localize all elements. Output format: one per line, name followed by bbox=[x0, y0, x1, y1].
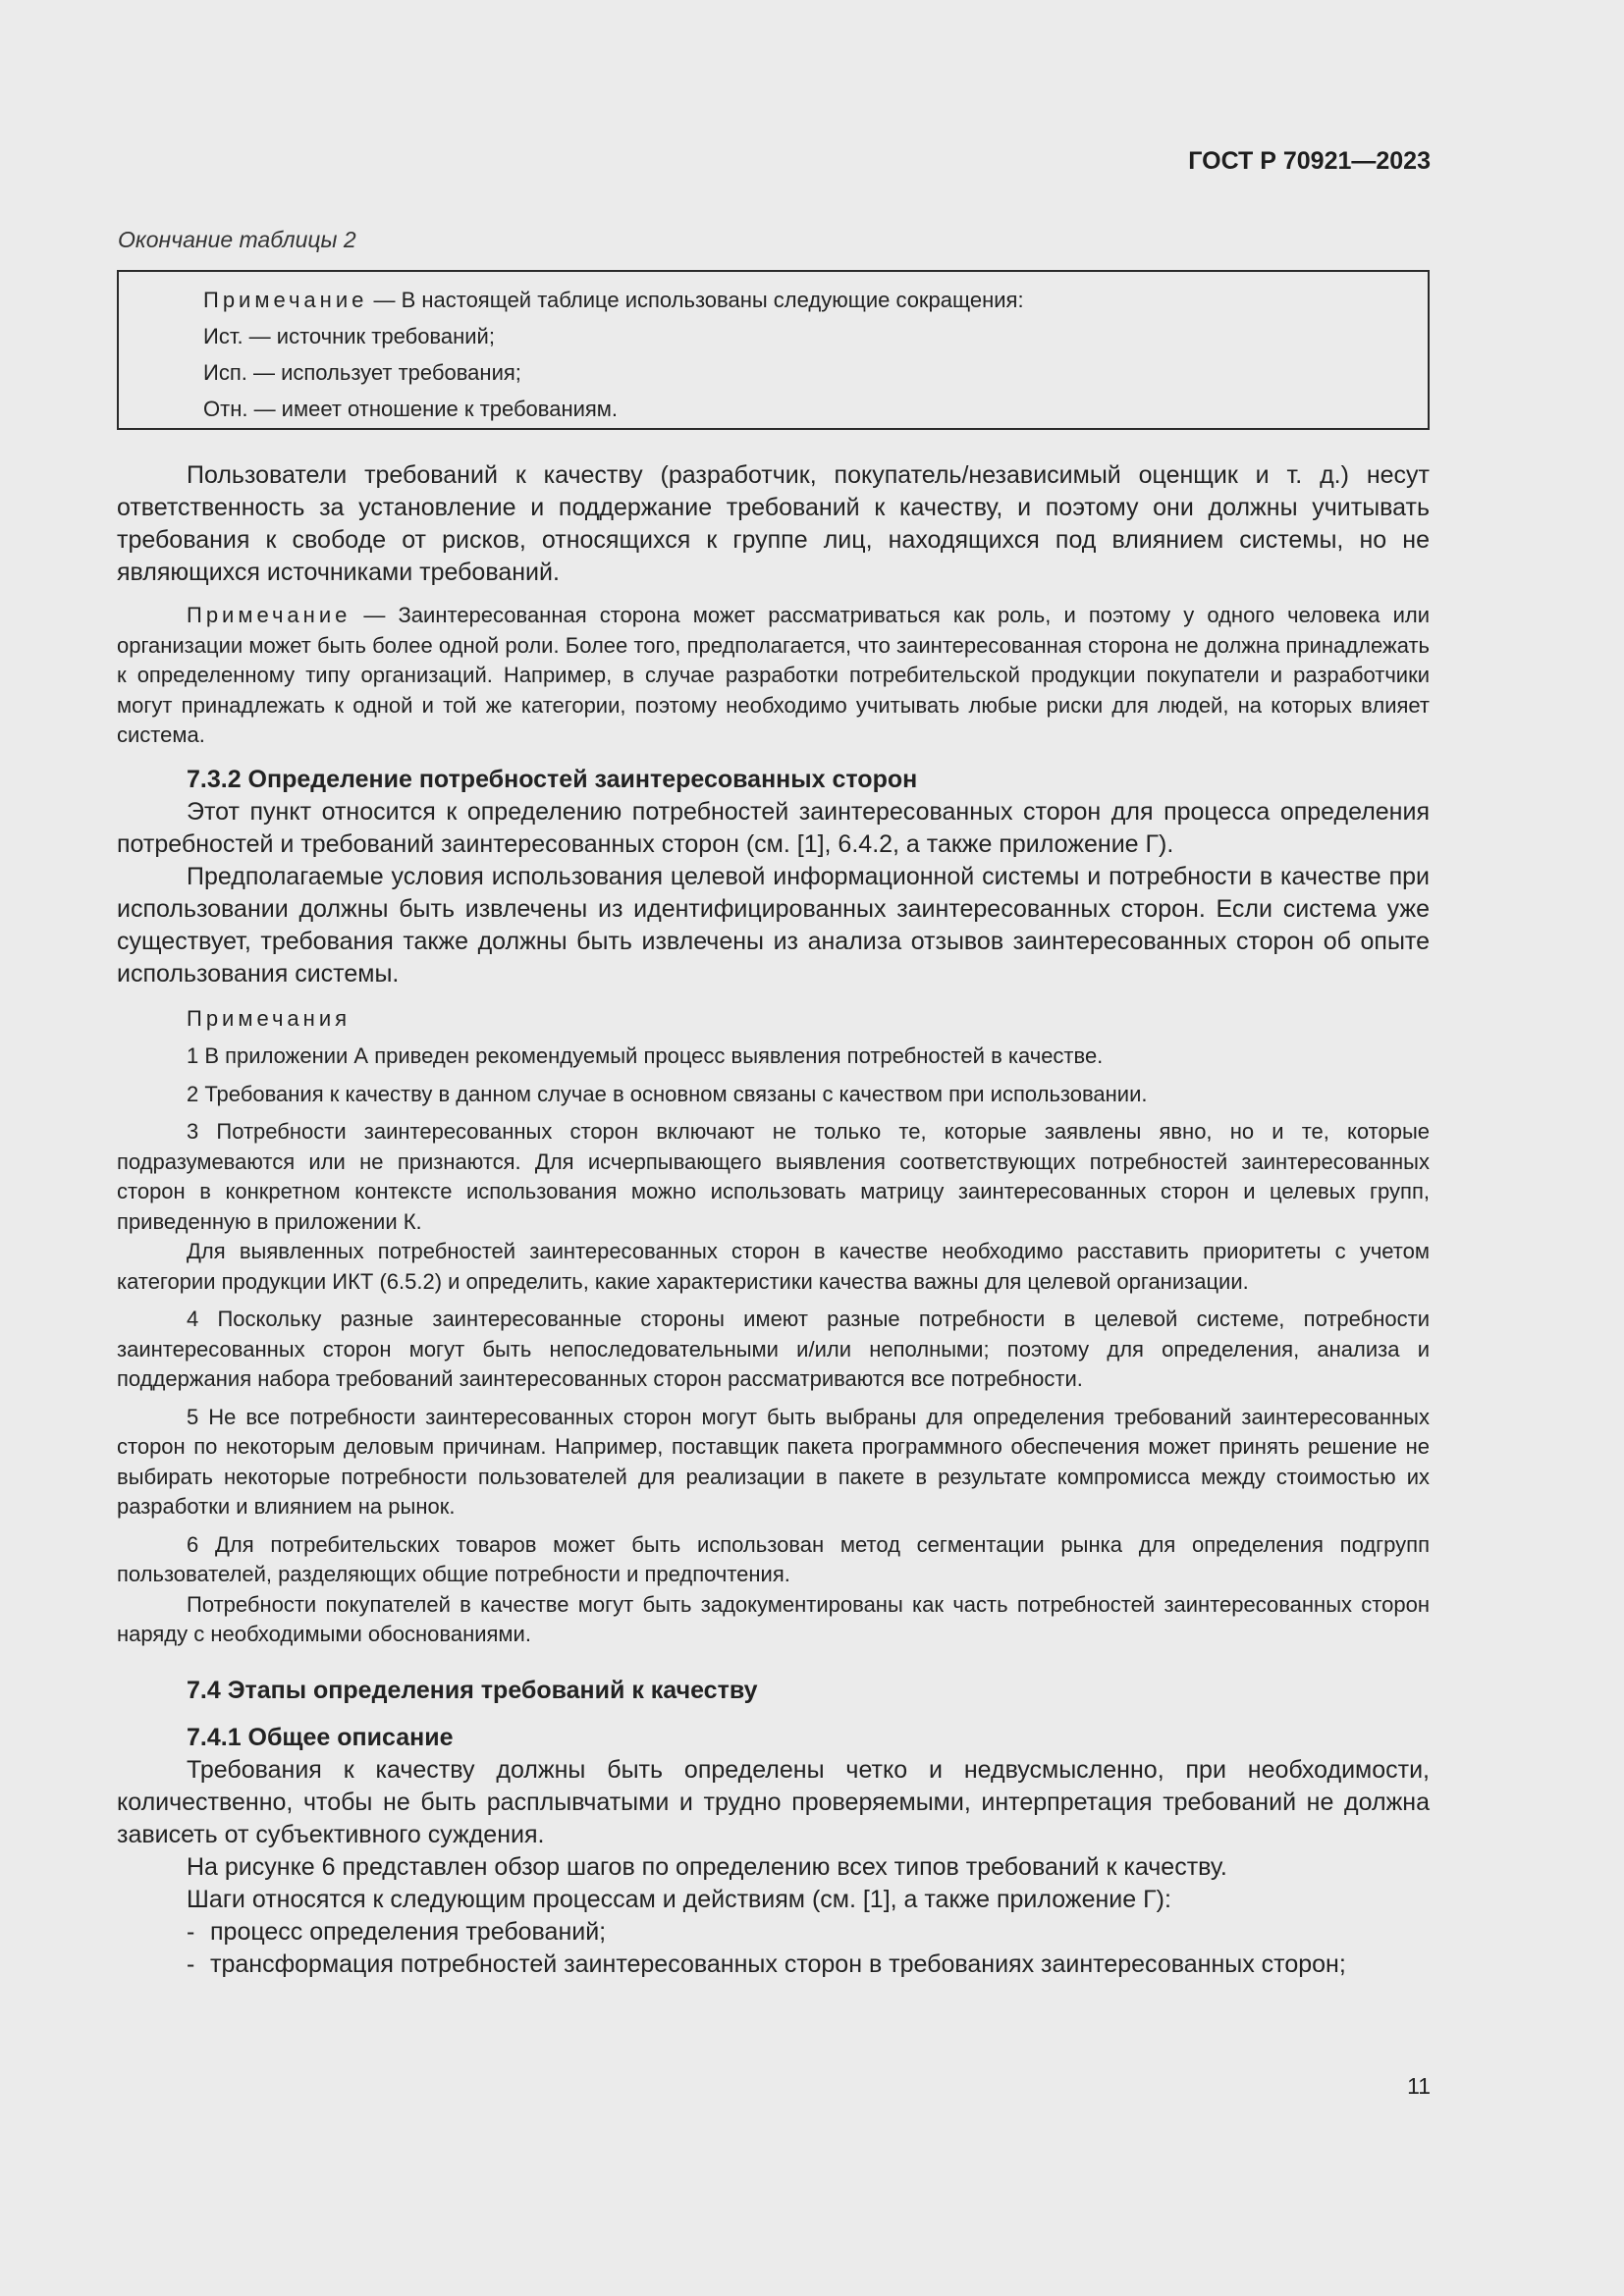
list-item-text: трансформация потребностей заинтересованных сторон в требованиях заинтересованных сторон; bbox=[210, 1949, 1346, 1978]
section-heading-7-3-2: 7.3.2 Определение потребностей заинтересованных сторон bbox=[187, 765, 918, 793]
list-dash: - bbox=[187, 1949, 195, 1978]
note-text: — Заинтересованная сторона может рассматриваться как роль, и поэтому у одного человека или организации может быть более одной роли. Более того, предполагается, что заинтересованная сторона не должна принадлежать к определенному типу организаций. Например, в случае разработки потребительской продукции покупатели и разработчики могут принадлежать к одной и той же категории, поэтому необходимо учитывать любые риски для людей, на которых влияет система. bbox=[117, 603, 1430, 747]
list-item bbox=[117, 1916, 1430, 1949]
note-item: 5 Не все потребности заинтересованных сторон могут быть выбраны для определения требований заинтересованных сторон по некоторым деловым причинам. Например, поставщик пакета программного обеспечения может принять решение не выбирать некоторые потребности пользователей для реализации в пакете в результате компромисса между стоимостью их разработки и влиянием на рынок. bbox=[117, 1404, 1430, 1519]
section-heading-7-4-1: 7.4.1 Общее описание bbox=[187, 1723, 454, 1751]
note-label: Примечание bbox=[187, 603, 352, 627]
table-note-box bbox=[117, 270, 1430, 430]
table-continuation-label: Окончание таблицы 2 bbox=[118, 227, 356, 252]
main-content bbox=[117, 459, 1430, 1981]
note-item: 4 Поскольку разные заинтересованные стороны имеют разные потребности в целевой системе, потребности заинтересованных сторон могут быть непоследовательными и/или неполными; поэтому для определения, анализа и поддержания набора требований заинтересованных сторон рассматриваются все потребности. bbox=[117, 1307, 1430, 1391]
page-number: 11 bbox=[1407, 2073, 1431, 2099]
table-note-line: Отн. — имеет отношение к требованиям. bbox=[203, 397, 619, 421]
list-dash: - bbox=[187, 1917, 195, 1946]
note-item: 6 Для потребительских товаров может быть использован метод сегментации рынка для определения подгрупп пользователей, разделяющих общие потребности и предпочтения. bbox=[117, 1531, 1430, 1586]
table-note-header bbox=[203, 282, 1428, 318]
section-heading-7-4: 7.4 Этапы определения требований к качеству bbox=[187, 1676, 758, 1704]
paragraph: Пользователи требований к качеству (разработчик, покупатель/независимый оценщик и т. д.) несут ответственность за установление и поддержание требований к качеству, и поэтому они должны учитывать требования к свободе от рисков, относящихся к группе лиц, находящихся под влиянием системы, но не являющихся источниками требований. bbox=[117, 461, 1430, 586]
note-item: 1 В приложении А приведен рекомендуемый процесс выявления потребностей в качестве. bbox=[187, 1043, 1104, 1068]
note-label: Примечание bbox=[203, 288, 368, 312]
paragraph: Предполагаемые условия использования целевой информационной системы и потребности в качестве при использовании должны быть извлечены из идентифицированных заинтересованных сторон. Если система уже существует, требования также должны быть извлечены из анализа отзывов заинтересованных сторон об опыте использования системы. bbox=[117, 862, 1430, 988]
document-id: ГОСТ Р 70921—2023 bbox=[1188, 147, 1431, 175]
table-note-line: Исп. — использует требования; bbox=[203, 360, 521, 385]
list-item-text: процесс определения требований; bbox=[210, 1917, 607, 1946]
note-item: 3 Потребности заинтересованных сторон включают не только те, которые заявлены явно, но и те, которые подразумеваются или не признаются. Для исчерпывающего выявления соответствующих потребностей заинтересованных сторон в конкретном контексте использования можно использовать матрицу заинтересованных сторон и целевых групп, приведенную в приложении К. bbox=[117, 1119, 1430, 1234]
notes-heading: Примечания bbox=[187, 1005, 352, 1031]
note-item: Потребности покупателей в качестве могут быть задокументированы как часть потребностей заинтересованных сторон наряду с необходимыми обоснованиями. bbox=[117, 1591, 1430, 1646]
paragraph: На рисунке 6 представлен обзор шагов по определению всех типов требований к качеству. bbox=[187, 1852, 1227, 1881]
paragraph: Этот пункт относится к определению потребностей заинтересованных сторон для процесса определения потребностей и требований заинтересованных сторон (см. [1], 6.4.2, а также приложение Г). bbox=[117, 797, 1430, 858]
note-paragraph bbox=[117, 601, 1430, 751]
paragraph: Требования к качеству должны быть определены четко и недвусмысленно, при необходимости, количественно, чтобы не быть расплывчатыми и трудно проверяемыми, интерпретация требований не должна зависеть от субъективного суждения. bbox=[117, 1755, 1430, 1848]
note-text: — В настоящей таблице использованы следующие сокращения: bbox=[367, 288, 1024, 312]
list-item bbox=[117, 1949, 1430, 1981]
note-item: Для выявленных потребностей заинтересованных сторон в качестве необходимо расставить приоритеты с учетом категории продукции ИКТ (6.5.2) и определить, какие характеристики качества важны для целевой организации. bbox=[117, 1239, 1430, 1294]
table-note-line: Ист. — источник требований; bbox=[203, 324, 495, 348]
note-item: 2 Требования к качеству в данном случае в основном связаны с качеством при использовании. bbox=[187, 1081, 1148, 1106]
paragraph: Шаги относятся к следующим процессам и действиям (см. [1], а также приложение Г): bbox=[187, 1885, 1171, 1913]
